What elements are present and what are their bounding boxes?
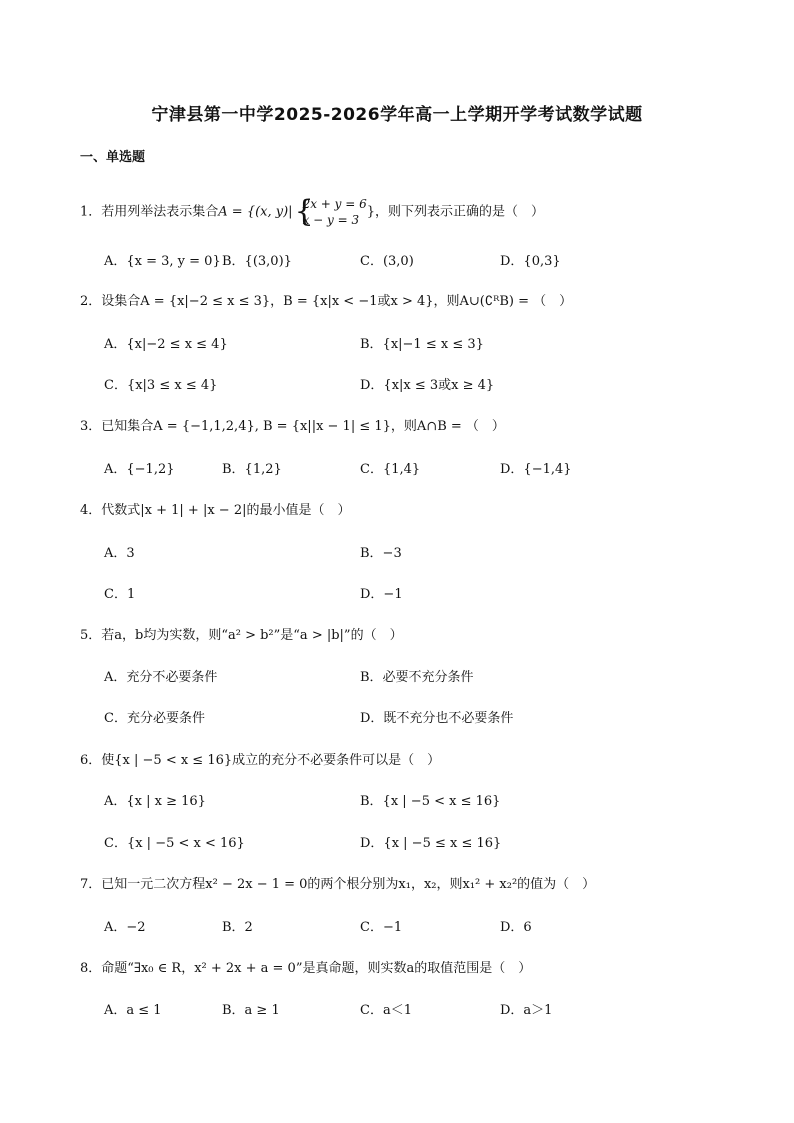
question-6-option-b[interactable]: B．{x | −5 < x ≤ 16}	[360, 794, 501, 809]
question-7-option-b[interactable]: B．2	[222, 920, 253, 935]
question-3-option-b[interactable]: B．{1,2}	[222, 462, 282, 477]
question-4-option-d[interactable]: D．−1	[360, 587, 403, 602]
question-3-option-a[interactable]: A．{−1,2}	[104, 462, 175, 477]
question-4-stem: 4．代数式|x + 1| + |x − 2|的最小值是（ ）	[80, 503, 351, 518]
question-4-option-c[interactable]: C．1	[104, 587, 136, 602]
question-5-option-a[interactable]: A．充分不必要条件	[104, 670, 218, 685]
question-8-option-d[interactable]: D．a＞1	[500, 1003, 553, 1018]
question-8-option-b[interactable]: B．a ≥ 1	[222, 1003, 280, 1018]
question-3-option-c[interactable]: C．{1,4}	[360, 462, 421, 477]
question-7-stem: 7．已知一元二次方程x² − 2x − 1 = 0的两个根分别为x₁，x₂，则x₁² + x₂²的值为（ ）	[80, 877, 596, 892]
question-5-option-d[interactable]: D．既不充分也不必要条件	[360, 711, 514, 726]
question-6-option-d[interactable]: D．{x | −5 ≤ x ≤ 16}	[360, 836, 502, 851]
question-2-stem: 2．设集合A = {x|−2 ≤ x ≤ 3}，B = {x|x < −1或x > 4}，则A∪(∁ᴿB) = （ ）	[80, 294, 573, 309]
question-1-stem-post: }，则下列表示正确的是（ ）	[366, 204, 545, 220]
question-8-option-c[interactable]: C．a＜1	[360, 1003, 412, 1018]
question-1-equation-system	[295, 196, 367, 228]
question-5-option-c[interactable]: C．充分必要条件	[104, 711, 205, 726]
question-1-option-b[interactable]: B．{(3,0)}	[222, 254, 292, 269]
question-1-option-d[interactable]: D．{0,3}	[500, 254, 561, 269]
question-8-option-a[interactable]: A．a ≤ 1	[104, 1003, 162, 1018]
question-4-option-a[interactable]: A．3	[104, 546, 135, 561]
question-2-option-b[interactable]: B．{x|−1 ≤ x ≤ 3}	[360, 337, 484, 352]
question-1-set-open: {(x, y)|	[246, 204, 293, 220]
question-3-option-d[interactable]: D．{−1,4}	[500, 462, 572, 477]
question-6-stem: 6．使{x | −5 < x ≤ 16}成立的充分不必要条件可以是（ ）	[80, 753, 441, 768]
question-1-equation-2: x − y = 3	[302, 213, 360, 227]
question-6-option-a[interactable]: A．{x | x ≥ 16}	[104, 794, 206, 809]
question-5-option-b[interactable]: B．必要不充分条件	[360, 670, 474, 685]
left-brace-icon: {	[294, 194, 314, 229]
question-2-option-a[interactable]: A．{x|−2 ≤ x ≤ 4}	[104, 337, 228, 352]
question-2-option-c[interactable]: C．{x|3 ≤ x ≤ 4}	[104, 378, 218, 393]
question-1-set-lhs: A =	[218, 204, 247, 220]
question-1-stem	[80, 196, 544, 228]
question-8-stem: 8．命题“∃x₀ ∈ R，x² + 2x + a = 0”是真命题，则实数a的取值范围是（ ）	[80, 961, 532, 976]
question-1-option-c[interactable]: C．(3,0)	[360, 254, 414, 269]
question-1-equation-1: 2x + y = 6	[302, 197, 367, 211]
question-5-stem: 5．若a，b均为实数，则“a² > b²”是“a > |b|”的（ ）	[80, 628, 403, 643]
question-1-stem-pre: 1．若用列举法表示集合	[80, 204, 219, 220]
question-4-option-b[interactable]: B．−3	[360, 546, 402, 561]
question-1-option-a[interactable]: A．{x = 3, y = 0}	[104, 254, 221, 269]
question-7-option-c[interactable]: C．−1	[360, 920, 403, 935]
page-title: 宁津县第一中学2025-2026学年高一上学期开学考试数学试题	[151, 105, 643, 125]
question-2-option-d[interactable]: D．{x|x ≤ 3或x ≥ 4}	[360, 378, 495, 393]
section-heading: 一、单选题	[80, 150, 146, 165]
question-3-stem: 3．已知集合A = {−1,1,2,4}, B = {x||x − 1| ≤ 1}，则A∩B = （ ）	[80, 419, 505, 434]
question-7-option-a[interactable]: A．−2	[104, 920, 146, 935]
question-6-option-c[interactable]: C．{x | −5 < x < 16}	[104, 836, 245, 851]
question-7-option-d[interactable]: D．6	[500, 920, 532, 935]
